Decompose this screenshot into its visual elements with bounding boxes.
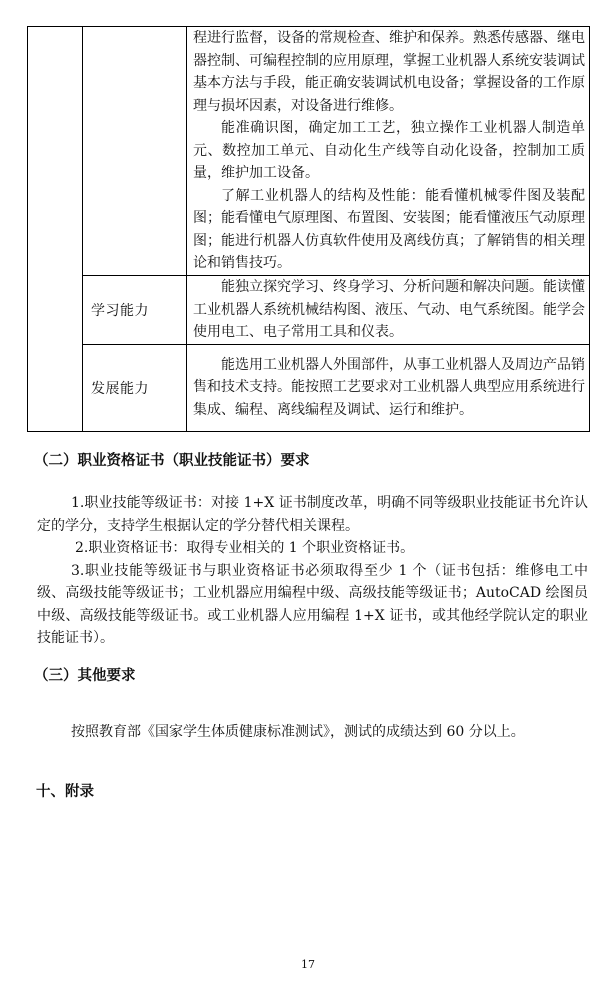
table-row bbox=[28, 344, 590, 431]
ability-content-cell bbox=[187, 276, 590, 345]
ability-content-cell bbox=[187, 344, 590, 431]
section-heading: （三）其他要求 bbox=[34, 668, 136, 684]
ability-paragraph: 能准确识图，确定加工工艺，独立操作工业机器人制造单元、数控加工单元、自动化生产线等自动化设备，控制加工质量，维护加工设备。 bbox=[193, 120, 585, 182]
certificate-requirements bbox=[37, 492, 588, 650]
ability-label-cell bbox=[83, 27, 187, 276]
paragraph: 按照教育部《国家学生体质健康标准测试》，测试的成绩达到 60 分以上。 bbox=[71, 724, 525, 740]
ability-paragraph: 程进行监督，设备的常规检查、维护和保养。熟悉传感器、继电器控制、可编程控制的应用原理，掌握工业机器人系统安装调试基本方法与手段，能正确安装调试机电设备；掌握设备的工作原理与损坏因素，对设备进行维修。 bbox=[193, 30, 585, 114]
other-requirements bbox=[37, 721, 588, 744]
ability-label-cell: 发展能力 bbox=[83, 344, 187, 431]
ability-content-cell bbox=[187, 27, 590, 276]
page-number: 17 bbox=[301, 958, 315, 971]
category-cell bbox=[28, 27, 83, 432]
ability-paragraph: 能选用工业机器人外围部件，从事工业机器人及周边产品销售和技术支持。能按照工艺要求对工业机器人典型应用系统进行集成、编程、离线编程及调试、运行和维护。 bbox=[193, 356, 585, 418]
ability-paragraph: 了解工业机器人的结构及性能：能看懂机械零件图及装配图；能看懂电气原理图、布置图、安装图；能看懂液压气动原理图；能进行机器人仿真软件使用及离线仿真；了解销售的相关理论和销售技巧。 bbox=[193, 187, 585, 272]
list-item: 2.职业资格证书：取得专业相关的 1 个职业资格证书。 bbox=[75, 540, 415, 556]
table-row bbox=[28, 27, 590, 276]
section-heading: （二）职业资格证书（职业技能证书）要求 bbox=[34, 453, 310, 469]
list-item: 3.职业技能等级证书与职业资格证书必须取得至少 1 个（证书包括：维修电工中级、高级技能等级证书；工业机器应用编程中级、高级技能等级证书；AutoCAD 绘图员中级、高级技能等级证书。或工业机器人应用编程 1+X 证书，或其他经学院认定的职业技能证书）。 bbox=[37, 562, 588, 646]
ability-paragraph: 能独立探究学习、终身学习、分析问题和解决问题。能读懂工业机器人系统机械结构图、液压、气动、电气系统图。能学会使用电工、电子常用工具和仪表。 bbox=[193, 279, 585, 340]
section-heading: 十、附录 bbox=[36, 784, 94, 800]
table-row bbox=[28, 276, 590, 345]
ability-table bbox=[27, 26, 590, 432]
ability-label-cell: 学习能力 bbox=[83, 276, 187, 345]
list-item: 1.职业技能等级证书：对接 1+X 证书制度改革，明确不同等级职业技能证书允许认定的学分，支持学生根据认定的学分替代相关课程。 bbox=[37, 495, 588, 534]
